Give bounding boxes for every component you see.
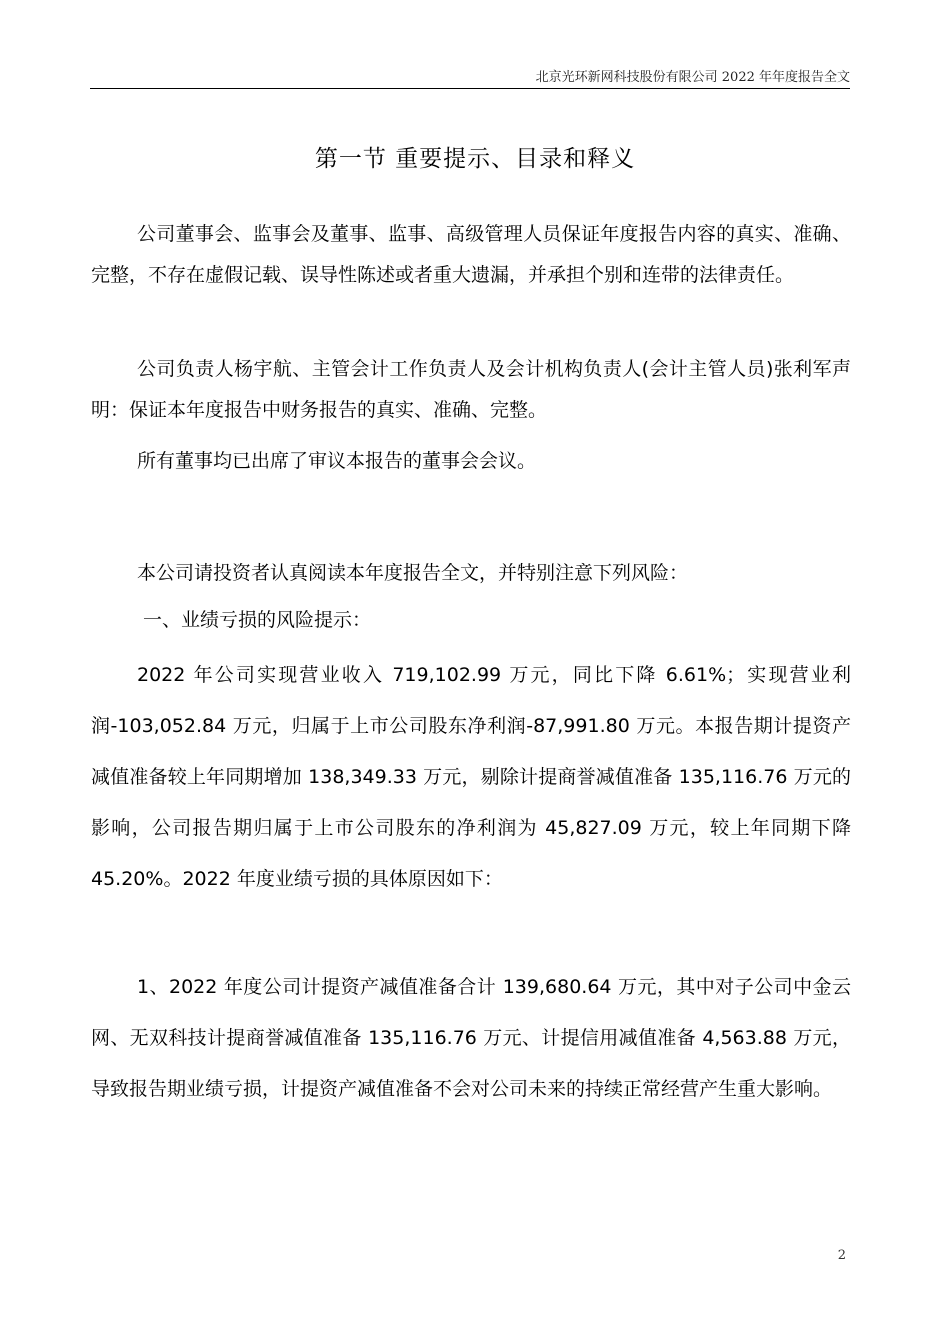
running-header: 北京光环新网科技股份有限公司 2022 年年度报告全文	[535, 70, 850, 85]
header-divider	[90, 88, 850, 89]
paragraph-impairment-detail: 1、2022 年度公司计提资产减值准备合计 139,680.64 万元，其中对子公司中金云网、无双科技计提商誉减值准备 135,116.76 万元、计提信用减值准备 4,563.88 万元，导致报告期业绩亏损，计提资产减值准备不会对公司未来的持续正常经营产生重大影响。	[91, 976, 851, 1100]
section-title: 第一节 重要提示、目录和释义	[314, 146, 636, 172]
page-number: 2	[837, 1248, 846, 1263]
paragraph-board-guarantee: 公司董事会、监事会及董事、监事、高级管理人员保证年度报告内容的真实、准确、完整，不存在虚假记载、误导性陈述或者重大遗漏，并承担个别和连带的法律责任。	[91, 223, 851, 286]
paragraph-responsible-persons: 公司负责人杨宇航、主管会计工作负责人及会计机构负责人(会计主管人员)张利军声明：保证本年度报告中财务报告的真实、准确、完整。	[91, 358, 851, 421]
paragraph-risk-notice: 本公司请投资者认真阅读本年度报告全文，并特别注意下列风险：	[137, 562, 689, 584]
paragraph-risk-heading: 一、业绩亏损的风险提示：	[143, 609, 372, 631]
paragraph-directors-attendance: 所有董事均已出席了审议本报告的董事会会议。	[137, 450, 537, 472]
paragraph-financial-summary: 2022 年公司实现营业收入 719,102.99 万元，同比下降 6.61%；实现营业利润-103,052.84 万元，归属于上市公司股东净利润-87,991.80 万元。本报告期计提资产减值准备较上年同期增加 138,349.33 万元，剔除计提商誉减值准备 135,116.76 万元的影响，公司报告期归属于上市公司股东的净利润为 45,827.09 万元，较上年同期下降 45.20%。2022 年度业绩亏损的具体原因如下：	[91, 664, 851, 890]
